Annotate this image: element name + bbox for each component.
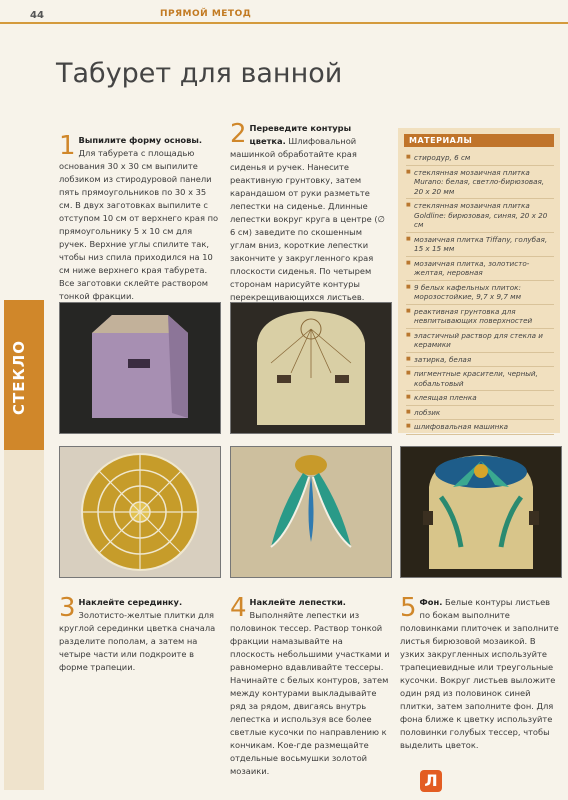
materials-item: ■ шлифовальная машинка (406, 420, 554, 435)
petals-illustration (231, 447, 391, 577)
photo-purple-base (59, 302, 221, 434)
materials-item: ■ мозаичная плитка, золотисто-желтая, неровная (406, 257, 554, 281)
gold-mosaic-illustration (60, 447, 220, 577)
materials-item: ■ реактивная грунтовка для невпитывающих поверхностей (406, 305, 554, 329)
side-tab (4, 300, 44, 450)
materials-item: ■ мозаичная плитка Tiffany, голубая, 15 х 15 мм (406, 233, 554, 257)
step-3 (59, 593, 219, 674)
step-heading: Наклейте лепестки. (249, 597, 346, 607)
side-tab-label: СТЕКЛО (10, 340, 28, 415)
step-heading: Выпилите форму основы. (78, 135, 203, 145)
drawn-stool-illustration (231, 303, 391, 433)
step-text: Золотисто-желтые плитки для круглой серединки цветка сначала разделите пополам, а затем на четыре части или подкроите в форме трапеции. (59, 610, 216, 672)
step-number: 4 (230, 593, 247, 623)
step-number: 2 (230, 119, 247, 149)
materials-item: ■ стеклянная мозаичная плитка Murano: белая, светло-бирюзовая, 20 х 20 мм (406, 166, 554, 200)
page-title: Табурет для ванной (56, 58, 343, 89)
photo-gold-center (59, 446, 221, 578)
step-heading: Наклейте серединку. (78, 597, 183, 607)
materials-item: ■ стиродур, 6 см (406, 151, 554, 166)
photo-petals (230, 446, 392, 578)
step-2 (230, 119, 390, 304)
header-rule (0, 22, 568, 24)
step-number: 1 (59, 131, 76, 161)
materials-item: ■ пигментные красители, черный, кобальтовый (406, 367, 554, 391)
side-stripe (4, 450, 44, 790)
photo-contour-drawing (230, 302, 392, 434)
step-number: 3 (59, 593, 76, 623)
materials-item: ■ затирка, белая (406, 353, 554, 368)
page-number: 44 (30, 10, 44, 21)
materials-box (398, 128, 560, 433)
step-number: 5 (400, 593, 417, 623)
materials-list (398, 151, 560, 435)
section-name: ПРЯМОЙ МЕТОД (160, 9, 252, 19)
publisher-logo: Л (420, 770, 442, 792)
step-text: Выполняйте лепестки из половинок тессер. Раствор тонкой фракции намазывайте на плоскость небольшими участками и равномерно вдавливайте тессеры. Начинайте с белых контуров, затем между контурами выкладывайте ряд за рядом, двигаясь внутрь лепестка и используя все более светлые кусочки по направлению к кончикам. Кое-где размещайте отдельные восьмушки золотой мозаики. (230, 610, 390, 776)
finished-stool-illustration (401, 447, 561, 577)
step-5 (400, 593, 560, 752)
materials-item: ■ эластичный раствор для стекла и керамики (406, 329, 554, 353)
step-4 (230, 593, 390, 778)
materials-item: ■ клеящая пленка (406, 391, 554, 406)
materials-item: ■ 9 белых кафельных плиток: морозостойкие, 9,7 х 9,7 мм (406, 281, 554, 305)
purple-stool-illustration (60, 303, 220, 433)
step-heading: Фон. (419, 597, 443, 607)
materials-heading: МАТЕРИАЛЫ (404, 134, 554, 147)
materials-item: ■ лобзик (406, 406, 554, 421)
step-text: Шлифовальной машинкой обработайте края сиденья и ручек. Нанесите реактивную грунтовку, затем карандашом от руки разметьте лепестки на сиденье. Длинные лепестки вокруг круга в центре (∅ 6 см) заведите по скошенным углам вниз, короткие лепестки закончите у закругленного края плоскости сиденья. По четырем сторонам нарисуйте контуры перекрещивающихся листьев. (230, 136, 385, 302)
step-heading: Переведите контуры цветка. (249, 123, 352, 146)
step-1 (59, 131, 219, 303)
photo-finished-stool (400, 446, 562, 578)
materials-item: ■ стеклянная мозаичная плитка Goldline: бирюзовая, синяя, 20 х 20 см (406, 199, 554, 233)
step-text: Для табурета с площадью основания 30 х 30 см выпилите лобзиком из стиродуровой панели пять прямоугольников по 30 х 35 см. В двух заготовках выпилите с отступом 10 см от верхнего края по прямоугольнику 5 х 10 см для ручек. Верхние углы спилите так, чтобы низ спила приходился на 10 см ниже верхнего края табурета. Все заготовки склейте раствором тонкой фракции. (59, 148, 219, 301)
step-text: Белые контуры листьев по бокам выполните половинками плиточек и заполните листья бирюзовой мозаикой. В узких закругленных используйте трапециевидные или треугольные кусочки. Вокруг листьев выложите один ряд из половинок синей плитки, затем заполните фон. Для фона ближе к цветку используйте половинки голубых тессер, чтобы выделить цветок. (400, 597, 559, 750)
